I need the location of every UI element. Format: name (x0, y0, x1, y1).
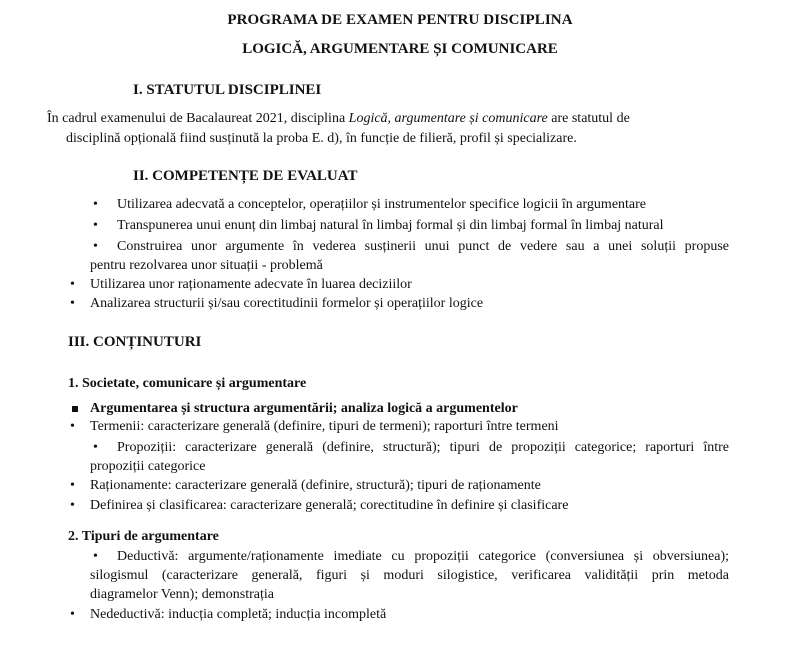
bullet-icon: • (93, 218, 98, 233)
section-heading-competente: II. COMPETENȚE DE EVALUAT (133, 168, 358, 184)
subsection-heading-tipuri: 2. Tipuri de argumentare (68, 529, 219, 544)
content-item-deductiva: Deductivă: argumente/raționamente imediate cu propoziții categorice (conversiunea și obversiunea); (117, 549, 729, 564)
section1-paragraph-line2: disciplină opțională fiind susținută la proba E. d), în funcție de filieră, profil și specializare. (66, 131, 577, 146)
bullet-icon: • (93, 239, 98, 254)
document-title-line2: LOGICĂ, ARGUMENTARE ȘI COMUNICARE (242, 41, 558, 57)
section-heading-continuturi: III. CONȚINUTURI (68, 334, 202, 350)
bullet-icon: • (70, 607, 75, 622)
bullet-icon: • (93, 440, 98, 455)
bullet-icon: • (70, 498, 75, 513)
para-text-a: În cadrul examenului de Bacalaureat 2021, disciplina (47, 111, 349, 126)
content-item-definirea: Definirea și clasificarea: caracterizare generală; corectitudine în definire și clasificare (90, 498, 569, 513)
para-text-italic: Logică, argumentare și comunicare (348, 111, 548, 126)
bullet-icon: • (93, 197, 98, 212)
content-item-deductiva-line3: diagramelor Venn); demonstrația (90, 587, 275, 602)
bullet-icon: • (70, 277, 75, 292)
competence-item-3: Construirea unor argumente în vederea susținerii unui punct de vedere sau a unei soluții propuse (117, 239, 729, 254)
competence-item-2: Transpunerea unui enunț din limbaj natural în limbaj formal și din limbaj formal în limbaj natural (117, 218, 664, 233)
bullet-icon: • (93, 549, 98, 564)
document-title-line1: PROGRAMA DE EXAMEN PENTRU DISCIPLINA (227, 12, 573, 28)
section-heading-statut: I. STATUTUL DISCIPLINEI (133, 82, 322, 98)
para-text-b: are statutul de (547, 111, 630, 126)
content-item-termenii: Termenii: caracterizare generală (definire, tipuri de termeni); raporturi între termeni (90, 419, 559, 434)
square-bullet-icon (72, 406, 78, 412)
subsection-heading-societate: 1. Societate, comunicare și argumentare (68, 376, 307, 391)
competence-item-3-continued: pentru rezolvarea unor situații - problemă (90, 258, 323, 273)
topic-argumentarea: Argumentarea și structura argumentării; analiza logică a argumentelor (90, 401, 518, 416)
section1-paragraph-line1 (47, 110, 732, 128)
competence-item-5: Analizarea structurii și/sau corectitudinii formelor și operațiilor logice (90, 296, 484, 311)
competence-item-1: Utilizarea adecvată a conceptelor, operațiilor și instrumentelor specifice logicii în argumentare (117, 197, 647, 212)
content-item-nedeductiva: Nedeductivă: inducția completă; inducția incompletă (90, 607, 387, 622)
bullet-icon: • (70, 296, 75, 311)
bullet-icon: • (70, 478, 75, 493)
content-item-propozitii-continued: propoziții categorice (90, 459, 206, 474)
competence-item-4: Utilizarea unor raționamente adecvate în luarea deciziilor (90, 277, 412, 292)
content-item-deductiva-line2: silogismul (caracterizare generală, figuri și moduri silogistice, verificarea validității prin metoda (90, 568, 729, 583)
content-item-rationamente: Raționamente: caracterizare generală (definire, structură); tipuri de raționamente (90, 478, 541, 493)
bullet-icon: • (70, 419, 75, 434)
content-item-propozitii: Propoziții: caracterizare generală (definire, structură); tipuri de propoziții categorice; raporturi între (117, 440, 729, 455)
